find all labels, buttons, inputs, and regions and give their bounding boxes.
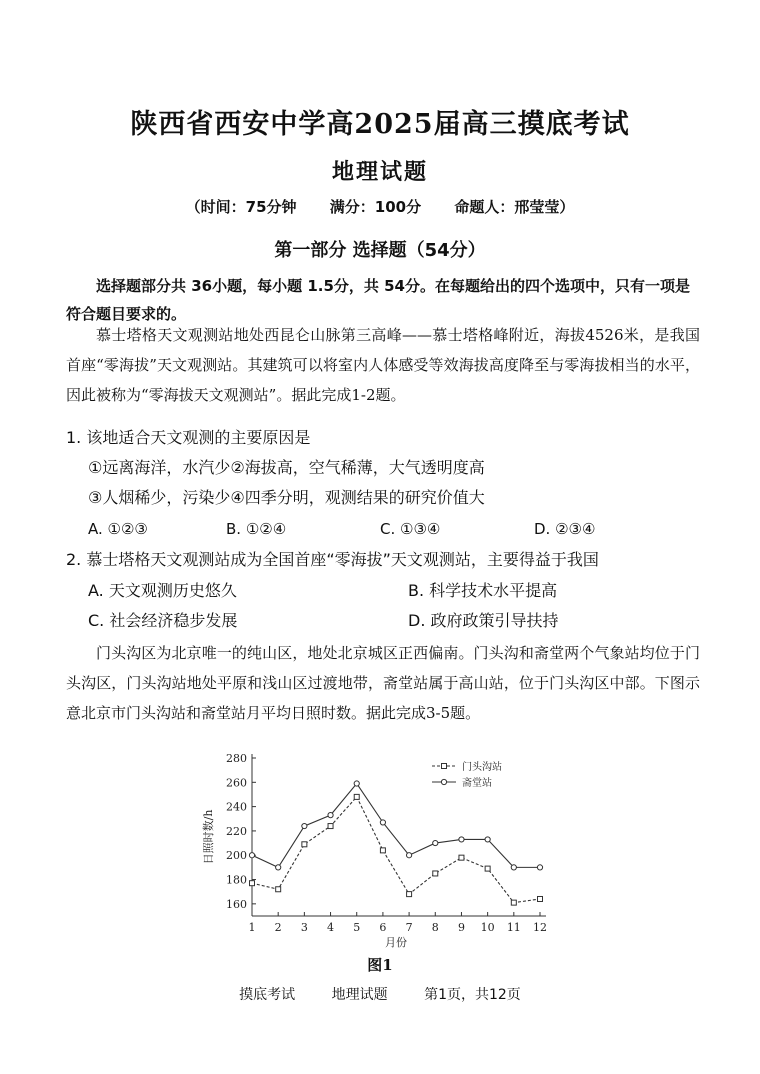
subject-title: 地理试题 <box>331 159 428 185</box>
question-1-option-b: B. ①②④ <box>226 520 287 538</box>
series-1-point <box>250 881 255 886</box>
series-1-point <box>380 848 385 853</box>
y-tick-label: 260 <box>226 776 247 790</box>
x-tick-label: 4 <box>327 921 335 934</box>
page-footer <box>0 984 760 1004</box>
x-tick-label: 5 <box>353 921 361 934</box>
y-tick-label: 220 <box>226 824 247 838</box>
exam-time: （时间：75分钟 <box>185 198 297 216</box>
y-tick-label: 280 <box>226 752 247 765</box>
question-1-statements-line-1: ①远离海洋，水汽少②海拔高，空气稀薄，大气透明度高 <box>88 458 485 477</box>
material-paragraph-2: 门头沟区为北京唯一的纯山区，地处北京城区正西偏南。门头沟和斋堂两个气象站均位于门头沟区，门头沟站地处平原和浅山区过渡地带，斋堂站属于高山站，位于门头沟区中部。下图示意北京市门头沟站和斋堂站月平均日照时数。据此完成3-5题。 <box>66 644 700 722</box>
question-1-option-d: D. ②③④ <box>534 520 596 538</box>
x-tick-label: 2 <box>274 921 282 934</box>
footer-subject: 地理试题 <box>331 987 388 1003</box>
series-1-point <box>485 866 490 871</box>
y-tick-label: 240 <box>226 800 247 814</box>
series-2-point <box>328 813 333 818</box>
material-paragraph-1: 慕士塔格天文观测站地处西昆仑山脉第三高峰——慕士塔格峰附近，海拔4526米，是我国首座“零海拔”天文观测站。其建筑可以将室内人体感受等效海拔高度降至与零海拔相当的水平，因此被称为“零海拔天文观测站”。据此完成1-2题。 <box>66 326 700 404</box>
question-2-option-a: A. 天文观测历史悠久 <box>88 581 237 600</box>
series-1-point <box>407 892 412 897</box>
instruction-text: 选择题部分共 36小题，每小题 1.5分，共 54分。在每题给出的四个选项中，只有一项是符合题目要求的。 <box>66 277 690 323</box>
series-2-point <box>276 865 281 870</box>
x-tick-label: 11 <box>506 921 521 934</box>
footer-page: 第1页，共12页 <box>424 987 521 1003</box>
series-2-point <box>433 840 438 845</box>
section-heading: 第一部分 选择题（54分） <box>274 240 486 261</box>
series-1-point <box>511 900 516 905</box>
series-1-point <box>459 855 464 860</box>
series-line-2 <box>252 784 540 868</box>
series-1-point <box>538 896 543 901</box>
question-1-statements-line-2: ③人烟稀少，污染少④四季分明，观测结果的研究价值大 <box>88 488 485 507</box>
x-tick-label: 10 <box>480 921 495 934</box>
series-1-point <box>302 842 307 847</box>
x-tick-label: 8 <box>431 921 439 934</box>
series-2-point <box>459 837 464 842</box>
question-1-option-a: A. ①②③ <box>88 520 148 538</box>
series-2-point <box>354 781 359 786</box>
question-2-option-c: C. 社会经济稳步发展 <box>88 611 238 630</box>
footer-exam: 摸底考试 <box>239 987 296 1003</box>
series-2-point <box>537 865 542 870</box>
question-1-stem: 1. 该地适合天文观测的主要原因是 <box>66 428 311 447</box>
legend-label-2: 斋堂站 <box>462 778 492 789</box>
figure-caption: 图1 <box>367 956 393 974</box>
x-tick-label: 1 <box>248 921 256 934</box>
legend-marker-1 <box>442 764 447 769</box>
exam-score: 满分：100分 <box>329 198 422 216</box>
exam-meta <box>0 196 760 217</box>
question-2-option-b: B. 科学技术水平提高 <box>408 581 558 600</box>
legend-label-1: 门头沟站 <box>462 762 502 773</box>
y-tick-label: 200 <box>226 849 247 863</box>
series-2-point <box>380 820 385 825</box>
y-tick-label: 180 <box>226 873 247 887</box>
x-tick-label: 3 <box>300 921 308 934</box>
legend-marker-2 <box>441 779 446 784</box>
exam-title: 陕西省西安中学高2025届高三摸底考试 <box>130 109 630 140</box>
series-2-point <box>249 853 254 858</box>
x-axis-label: 月份 <box>385 936 407 949</box>
question-2-stem: 2. 慕士塔格天文观测站成为全国首座“零海拔”天文观测站，主要得益于我国 <box>66 550 599 569</box>
series-2-point <box>511 865 516 870</box>
y-tick-label: 160 <box>226 897 247 911</box>
x-tick-label: 6 <box>379 921 387 934</box>
question-2-option-d: D. 政府政策引导扶持 <box>408 611 559 630</box>
y-axis-label: 日照时数/h <box>202 809 215 865</box>
series-1-point <box>433 871 438 876</box>
series-1-point <box>276 887 281 892</box>
series-2-point <box>302 823 307 828</box>
x-tick-label: 9 <box>457 921 465 934</box>
question-1-option-c: C. ①③④ <box>380 520 441 538</box>
sunshine-hours-chart <box>196 744 556 954</box>
exam-author: 命题人：邢莹莹） <box>454 198 575 216</box>
series-1-point <box>354 794 359 799</box>
series-2-point <box>406 853 411 858</box>
series-1-point <box>328 824 333 829</box>
series-2-point <box>485 837 490 842</box>
x-tick-label: 12 <box>533 921 547 934</box>
x-tick-label: 7 <box>405 921 413 934</box>
